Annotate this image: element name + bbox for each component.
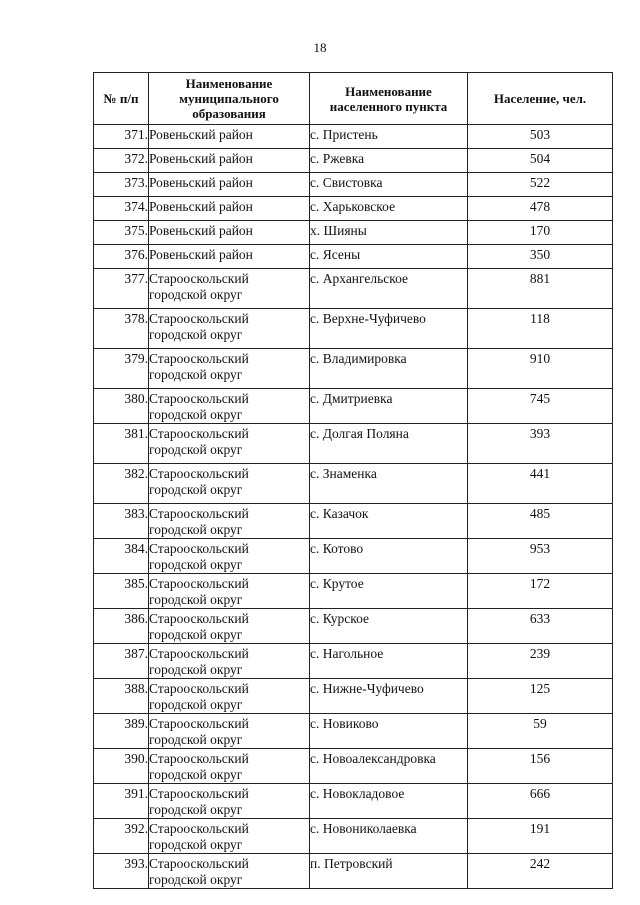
population-value: 118	[468, 309, 613, 349]
population-value: 485	[468, 504, 613, 539]
page-number: 18	[313, 40, 327, 55]
table-row	[94, 644, 613, 679]
municipality-name: Старооскольский городской округ	[149, 389, 310, 424]
row-number: 373.	[94, 173, 149, 197]
population-value: 172	[468, 574, 613, 609]
row-number: 372.	[94, 149, 149, 173]
row-number: 377.	[94, 269, 149, 309]
population-value: 350	[468, 245, 613, 269]
settlement-name: с. Архангельское	[310, 269, 468, 309]
settlement-name: с. Ясены	[310, 245, 468, 269]
table-row	[94, 424, 613, 464]
row-number: 390.	[94, 749, 149, 784]
table-row	[94, 819, 613, 854]
municipality-name: Старооскольский городской округ	[149, 609, 310, 644]
municipality-name: Старооскольский городской округ	[149, 644, 310, 679]
population-value: 953	[468, 539, 613, 574]
municipality-name: Старооскольский городской округ	[149, 269, 310, 309]
municipality-name: Ровеньский район	[149, 221, 310, 245]
population-value: 441	[468, 464, 613, 504]
municipality-name: Старооскольский городской округ	[149, 854, 310, 889]
settlement-name: с. Нижне-Чуфичево	[310, 679, 468, 714]
row-number: 380.	[94, 389, 149, 424]
population-value: 59	[468, 714, 613, 749]
population-value: 522	[468, 173, 613, 197]
population-value: 125	[468, 679, 613, 714]
row-number: 376.	[94, 245, 149, 269]
municipality-name: Ровеньский район	[149, 125, 310, 149]
municipality-name: Старооскольский городской округ	[149, 309, 310, 349]
population-value: 504	[468, 149, 613, 173]
settlement-name: с. Харьковское	[310, 197, 468, 221]
row-number: 374.	[94, 197, 149, 221]
settlement-name: с. Владимировка	[310, 349, 468, 389]
row-number: 389.	[94, 714, 149, 749]
table-row	[94, 504, 613, 539]
table-row	[94, 749, 613, 784]
table-row	[94, 149, 613, 173]
row-number: 391.	[94, 784, 149, 819]
row-number: 383.	[94, 504, 149, 539]
row-number: 385.	[94, 574, 149, 609]
row-number: 375.	[94, 221, 149, 245]
table-row	[94, 539, 613, 574]
table-row	[94, 125, 613, 149]
settlement-name: с. Нагольное	[310, 644, 468, 679]
population-value: 633	[468, 609, 613, 644]
table-row	[94, 245, 613, 269]
settlement-name: с. Свистовка	[310, 173, 468, 197]
municipality-name: Старооскольский городской округ	[149, 819, 310, 854]
municipality-name: Ровеньский район	[149, 197, 310, 221]
header-row	[94, 73, 613, 125]
row-number: 392.	[94, 819, 149, 854]
settlement-name: с. Крутое	[310, 574, 468, 609]
table-row	[94, 309, 613, 349]
table-row	[94, 197, 613, 221]
table-row	[94, 221, 613, 245]
settlement-name: с. Новониколаевка	[310, 819, 468, 854]
settlement-name: с. Новиково	[310, 714, 468, 749]
municipality-name: Старооскольский городской округ	[149, 504, 310, 539]
settlement-name: с. Новоалександровка	[310, 749, 468, 784]
municipality-name: Старооскольский городской округ	[149, 574, 310, 609]
population-value: 242	[468, 854, 613, 889]
settlement-name: п. Петровский	[310, 854, 468, 889]
municipality-name: Старооскольский городской округ	[149, 784, 310, 819]
row-number: 382.	[94, 464, 149, 504]
municipality-name: Старооскольский городской округ	[149, 679, 310, 714]
settlement-name: с. Долгая Поляна	[310, 424, 468, 464]
table-row	[94, 389, 613, 424]
row-number: 388.	[94, 679, 149, 714]
population-value: 478	[468, 197, 613, 221]
settlement-name: с. Пристень	[310, 125, 468, 149]
population-value: 745	[468, 389, 613, 424]
table-row	[94, 574, 613, 609]
settlements-table	[93, 72, 613, 889]
settlement-name: с. Курское	[310, 609, 468, 644]
municipality-name: Старооскольский городской округ	[149, 749, 310, 784]
population-value: 239	[468, 644, 613, 679]
population-value: 170	[468, 221, 613, 245]
municipality-name: Ровеньский район	[149, 245, 310, 269]
row-number: 384.	[94, 539, 149, 574]
settlement-name: с. Дмитриевка	[310, 389, 468, 424]
municipality-name: Старооскольский городской округ	[149, 349, 310, 389]
table-row	[94, 679, 613, 714]
table-row	[94, 269, 613, 309]
table-row	[94, 609, 613, 644]
header-population: Население, чел.	[468, 73, 613, 125]
row-number: 381.	[94, 424, 149, 464]
population-value: 503	[468, 125, 613, 149]
settlement-name: с. Казачок	[310, 504, 468, 539]
population-value: 393	[468, 424, 613, 464]
municipality-name: Старооскольский городской округ	[149, 539, 310, 574]
table-row	[94, 784, 613, 819]
municipality-name: Старооскольский городской округ	[149, 424, 310, 464]
settlement-name: с. Верхне-Чуфичево	[310, 309, 468, 349]
table-body	[94, 125, 613, 889]
header-settlement: Наименование населенного пункта	[310, 73, 468, 125]
row-number: 378.	[94, 309, 149, 349]
population-value: 881	[468, 269, 613, 309]
settlement-name: х. Шияны	[310, 221, 468, 245]
population-value: 910	[468, 349, 613, 389]
header-number: № п/п	[94, 73, 149, 125]
settlement-name: с. Котово	[310, 539, 468, 574]
table-row	[94, 854, 613, 889]
settlement-name: с. Ржевка	[310, 149, 468, 173]
row-number: 379.	[94, 349, 149, 389]
table-row	[94, 173, 613, 197]
settlement-name: с. Знаменка	[310, 464, 468, 504]
municipality-name: Старооскольский городской округ	[149, 714, 310, 749]
population-value: 156	[468, 749, 613, 784]
row-number: 393.	[94, 854, 149, 889]
table-row	[94, 349, 613, 389]
municipality-name: Ровеньский район	[149, 173, 310, 197]
settlement-name: с. Новокладовое	[310, 784, 468, 819]
row-number: 387.	[94, 644, 149, 679]
population-value: 191	[468, 819, 613, 854]
row-number: 371.	[94, 125, 149, 149]
municipality-name: Ровеньский район	[149, 149, 310, 173]
table-row	[94, 714, 613, 749]
table-header	[94, 73, 613, 125]
municipality-name: Старооскольский городской округ	[149, 464, 310, 504]
row-number: 386.	[94, 609, 149, 644]
population-value: 666	[468, 784, 613, 819]
header-municipality: Наименование муниципального образования	[149, 73, 310, 125]
table-row	[94, 464, 613, 504]
